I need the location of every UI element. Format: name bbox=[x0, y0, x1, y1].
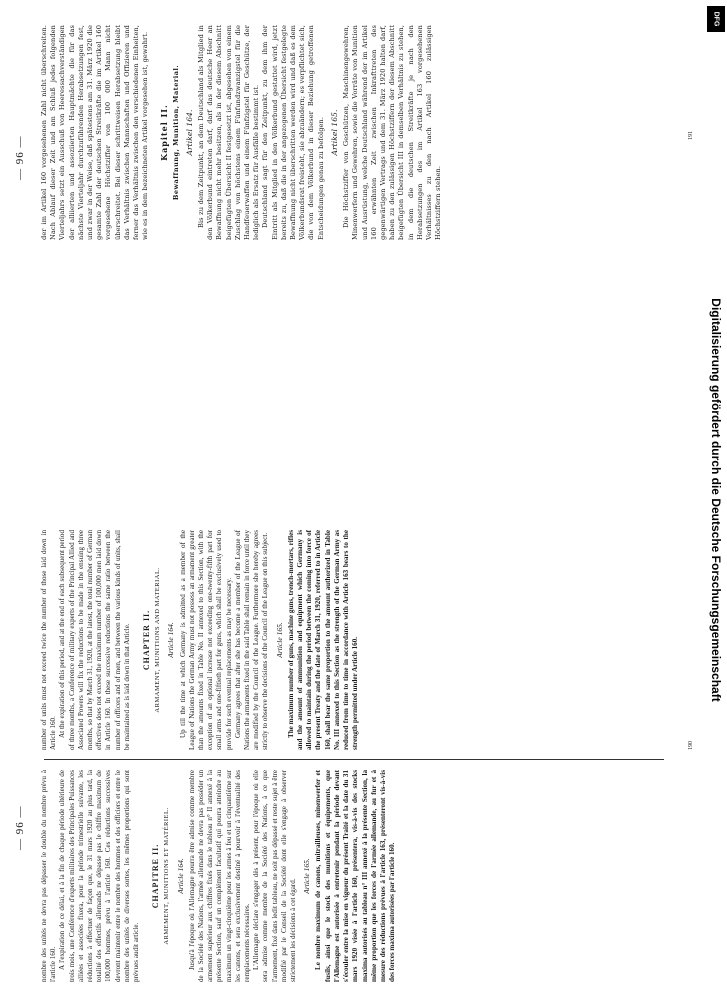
french-column bbox=[40, 770, 397, 982]
article-heading: Article 164. bbox=[175, 858, 185, 894]
article-heading: Article 165. bbox=[274, 622, 284, 658]
paragraph: der im Artikel 160 vorgesehenen Zahl nicht überschreiten. Nach Ablauf dieser Zeit und am Schluß jedes folgenden Vierteljahrs setzt ein Ausschuß von Heeressachverständigen der alliierten und assoziierten Hauptmächte die für das nächste Vierteljahr durchzuführenden Herabsetzungen fest, und zwar in der Weise, daß spätestens am 31. März 1920 die gesamte Zahl der deutschen Streitkräfte die im Artikel 160 vorgesehene Höchstziffer von 100 000 Mann nicht überschreitet. Bei dieser schrittweisen Herabsetzung bleibt das Verhältnis zwischen Mannschaften und Offizieren und ferner das Verhältnis zwischen den verschiedenen Einheiten, wie es in dem bezeichneten Artikel vorgesehen ist, gewahrt. bbox=[40, 25, 150, 240]
funding-notice-text: Digitalisierung gefördert durch die Deutsche Forschungsgemeinschaft bbox=[709, 298, 723, 702]
article-heading: Artikel 164. bbox=[184, 109, 194, 156]
chapter-subheading: ARMEMENT, MUNITIONS ET MATÉRIEL. bbox=[163, 807, 171, 945]
chapter-heading: CHAPTER II. bbox=[142, 609, 152, 671]
german-column bbox=[40, 25, 443, 240]
left-page bbox=[0, 500, 706, 1000]
chapter-subheading: ARMAMENT, MUNITIONS AND MATERIAL. bbox=[154, 567, 162, 713]
paragraph: Germany agrees that after she has become a member of the League of Nations the armaments fixed in the said Table shall remain in force until they are modified by the Council of the League. Furthermore she hereby agrees strictly to observe the decisions of the Council of the League on this subject. bbox=[233, 530, 270, 750]
paragraph: At the expiration of this period, and at the end of each subsequent period of three months, a Conference of military experts of the Principal Allied and Associated Powers will fix the reductions to be made in the ensuing three months, so that by March 31, 1920, at the latest, the total number of German effectives does not exceed the maximum number of 100,000 men laid down in Article 160. In these successive reductions the same ratio between the number of officers and of men, and between the various kinds of units, shall be maintained as is laid down in that Article. bbox=[58, 530, 131, 750]
funding-notice bbox=[705, 0, 727, 1000]
chapter-heading: CHAPITRE II. bbox=[151, 843, 161, 909]
right-page bbox=[0, 0, 706, 490]
page-number: — 96 — bbox=[14, 135, 26, 180]
article-heading: Article 164. bbox=[166, 622, 176, 658]
chapter-subheading: Bewaffnung, Munition, Material. bbox=[171, 64, 180, 201]
page-footer-number: 191 bbox=[688, 131, 694, 140]
paragraph: L'Allemagne déclare s'engager dès à présent, pour l'époque où elle sera admise comme membre de la Société des Nations, à ce que l'armement, fixé dans ledit tableau, ne soit pas dépassé et reste sujet à être modifié par le Conseil de la Société dont elle s'engage à observer strictement les décisions à cet égard. bbox=[252, 770, 298, 982]
paragraph: Jusqu'à l'époque où l'Allemagne pourra être admise comme membre de la Société des Nations, l'armée allemande ne devra pas posséder un armement supérieur aux chiffres fixés dans le tableau n° II annexé à la présente Section, sauf un complément facultatif qui pourra atteindre au maximum un vingt-cinquième pour les armes à feu et un cinquantième sur les canons, et sera exclusivement destiné à pourvoir à l'éventualité des remplacements nécessaires. bbox=[187, 770, 252, 982]
paragraph: Up till the time at which Germany is admitted as a member of the League of Nations the German Army must not possess an armament greater than the amounts fixed in Table No. II annexed to this Section, with the exception of an optional increase not exceeding one-twenty-fifth part for small arms and one-fiftieth part for guns, which shall be exclusively used to provide for such eventual replacements as may be necessary. bbox=[178, 530, 233, 750]
article-heading: Article 165. bbox=[302, 858, 312, 894]
paragraph: The maximum number of guns, machine guns, trench-mortars, rifles and the amount of ammunition and equipment which Germany is allowed to maintain during the period between the coming into force of the present Treaty and the date of March 31, 1920, referred to in Article 160, shall bear the same proportion to the amount authorized in Table No. III annexed to this Section as the strength of the German Army as reduced from time to time in accordance with Article 163 bears to the strength permitted under Article 160. bbox=[286, 530, 360, 750]
paragraph: Die Höchstziffer von Geschützen, Maschinengewehren, Minenwerfern und Gewehren, sowie die Vorräte von Munition und Ausrüstung, welche Deutschland während der im Artikel 160 erwähnten Zeit zwischen Inkrafttreten des gegenwärtigen Vertrags und dem 31. März 1920 halten darf, haben zu den zulässigen Höchstziffern der diesem Abschnitt beigefügten Übersicht III in demselben Verhältnis zu stehen, in dem die deutschen Streitkräfte je nach den Herabsetzungen des im Artikel 163 vorgesehenen Verhältnisses zu den nach Artikel 160 zulässigen Höchstziffern stehen. bbox=[342, 25, 443, 240]
paragraph: nombre des unités ne devra pas dépasser le double du nombre prévu à l'article 160. bbox=[40, 770, 58, 982]
chapter-heading: Kapitel II. bbox=[159, 104, 170, 161]
article-heading: Artikel 165. bbox=[329, 109, 339, 156]
page-number: — 96 — bbox=[14, 805, 26, 850]
paragraph: A l'expiration de ce délai, et à la fin de chaque période ultérieure de trois mois, une Conférence d'experts militaires des Principales Puissances alliées et associées fixera, pour la période trimestrielle suivante, les réductions à effectuer de façon que, le 31 mars 1920 au plus tard, la totalité des effectifs allemands ne dépasse pas le chiffre maximum de 100,000 hommes, prévu à l'article 160. Ces réductions successives devront maintenir entre le nombre des hommes et des officiers et entre le nombre des unités de diverses sortes, les mêmes proportions qui sont prévues audit article. bbox=[58, 770, 141, 982]
page-footer-number: 190 bbox=[688, 741, 694, 750]
paragraph: number of units must not exceed twice the number of those laid down in Article 160. bbox=[40, 530, 58, 750]
paragraph: Le nombre maximum de canons, mitrailleuses, minenwerfer et fusils, ainsi que le stock des munitions et équipements, que l'Allemagne est autorisée à entretenir pendant la période devant s'écouler entre la mise en vigueur du présent Traité et la date du 31 mars 1920 visée à l'article 160, présentera, vis-à-vis des stocks maxima autorisés au tableau n° III annexé à la présente Section, la même proportion que les forces de l'armée allemande, au fur et à mesure des réductions prévues à l'article 163, présenteront vis-à-vis des forces maxima autorisées par l'article 160. bbox=[314, 770, 397, 982]
dfg-logo-text: DFG bbox=[712, 11, 720, 27]
column-divider bbox=[44, 759, 664, 760]
english-column bbox=[40, 530, 361, 750]
paragraph: Bis zu dem Zeitpunkt, an dem Deutschland als Mitglied in den Völkerbund eintreten darf, darf das deutsche Heer an Bewaffnung nicht mehr besitzen, als in der diesem Abschnitt beigefügten Übersicht II festgesetzt ist, abgesehen von einem Zuschlag von höchstens einem Fünfundzwanzigstel für die Handfeuerwaffen und einem Fünfzigstel für Geschütze, der lediglich als Ersatz für Ausfälle bestimmt ist. bbox=[197, 25, 261, 240]
paragraph: Deutschland sagt für den Zeitpunkt, zu dem ihm der Eintritt als Mitglied in den Völkerbund gestattet wird, jetzt bereits zu, daß die in der angezogenen Übersicht festgelegte Bewaffnung nicht überschritten werden wird und daß es dem Völkerbundsrat freisteht, sie abzuändern; es verpflichtet sich, die von dem Völkerbund in dieser Beziehung getroffenen Entscheidungen genau zu befolgen. bbox=[261, 25, 325, 240]
